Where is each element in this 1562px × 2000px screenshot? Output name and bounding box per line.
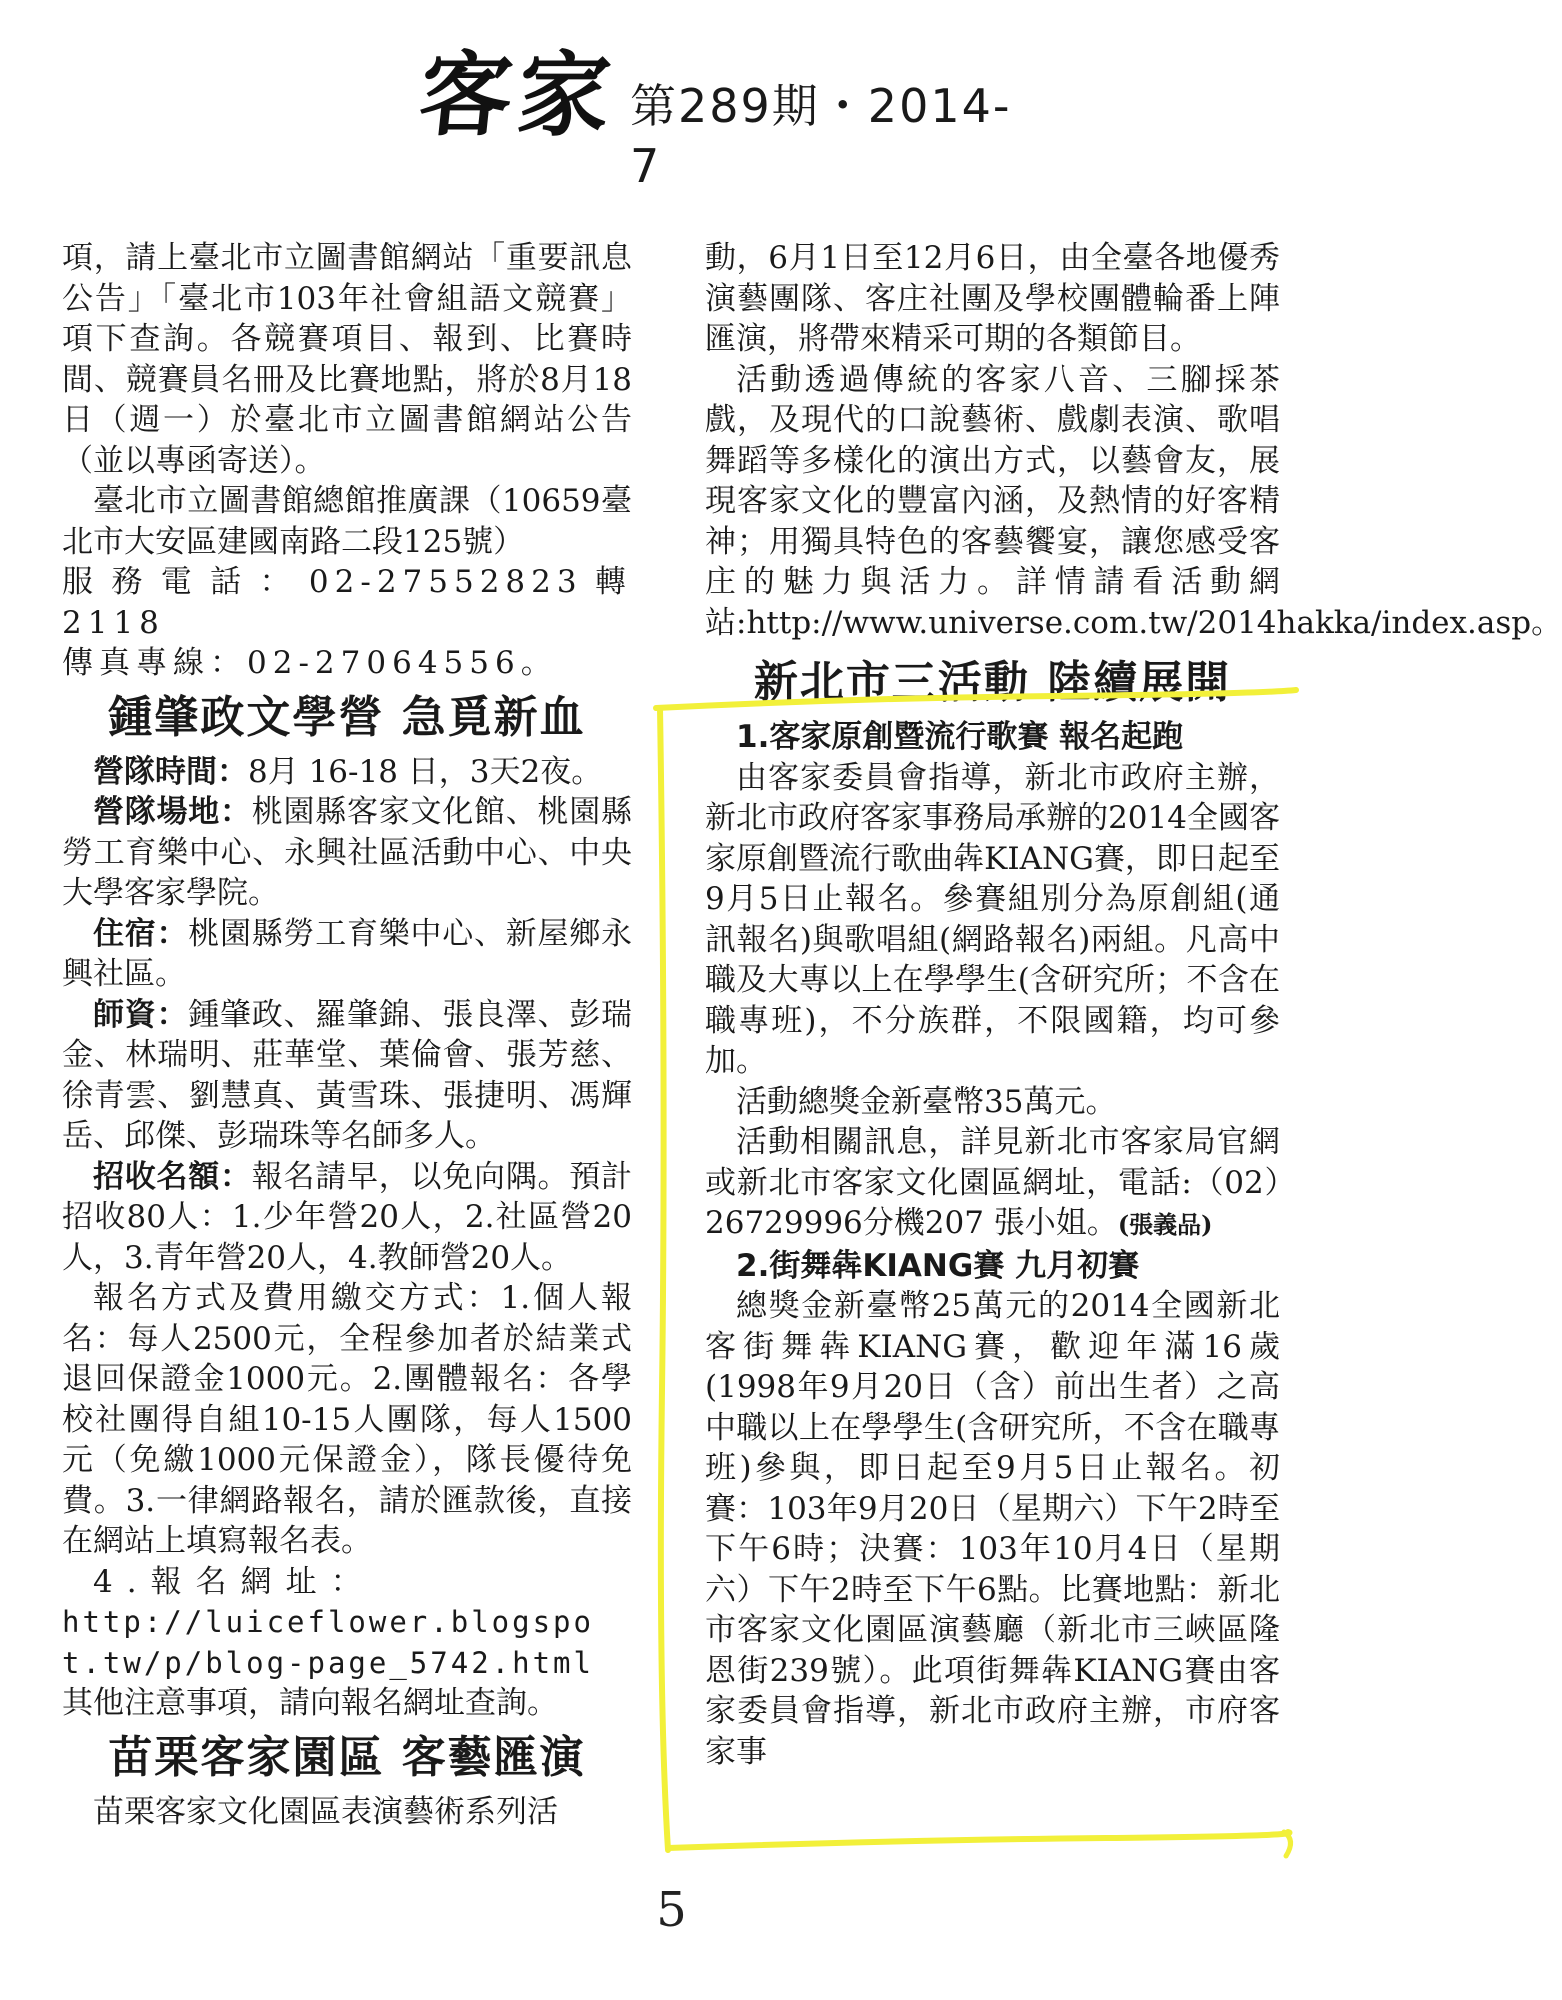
right-column <box>705 238 1562 1772</box>
paragraph: 苗栗客家文化園區表演藝術系列活 <box>93 1793 558 1830</box>
value: 桃園縣客家文化館、桃園縣勞工育樂中心、永興社區活動中心、中央大學客家學院。 <box>62 794 632 911</box>
highlight-right-tick <box>1284 1832 1291 1856</box>
issue-label: 第289期・2014-7 <box>630 79 1012 193</box>
paragraph <box>705 1122 1280 1246</box>
value: 桃園縣勞工育樂中心、新屋鄉永興社區。 <box>62 915 632 992</box>
author-credit: (張義品) <box>1117 1210 1213 1239</box>
paragraph: 總獎金新臺幣25萬元的2014全國新北客街舞犇KIANG賽，歡迎年滿16歲(1998年9月20日（含）前出生者）之高中職以上在學學生(含研究所，不含在職專班)參與，即日起至9月5日止報名。初賽：103年9月20日（星期六）下午2時至下午6時；決賽：103年10月4日（星期六）下午2時至下午6點。比賽地點：新北市客家文化園區演藝廳（新北市三峽區隆恩街239號）。此項街舞犇KIANG賽由客家委員會指導，新北市政府主辦，市府客家事 <box>705 1288 1280 1770</box>
label: 營隊場地： <box>93 794 252 830</box>
label: 招收名額： <box>93 1158 252 1195</box>
masthead <box>400 40 1020 193</box>
masthead-title: 客家 <box>414 41 622 149</box>
value: 報名請早，以免向隅。預計招收80人：1.少年營20人，2.社區營20人，3.青年營20人，4.教師營20人。 <box>62 1158 632 1276</box>
site-label: 4.報名網址： <box>93 1563 376 1600</box>
paragraph: 由客家委員會指導，新北市政府主辦，新北市政府客家事務局承辦的2014全國客家原創暨流行歌曲犇KIANG賽，即日起至9月5日止報名。參賽組別分為原創組(通訊報名)與歌唱組(網路報名)兩組。凡高中職及大專以上在學學生(含研究所；不含在職專班)，不分族群，不限國籍，均可參加。 <box>705 759 1280 1079</box>
camp-venue <box>62 792 632 914</box>
highlight-left <box>660 708 668 1850</box>
paragraph: 其他注意事項，請向報名網址查詢。 <box>62 1685 558 1721</box>
subheading-song-contest: 1.客家原創暨流行歌賽 報名起跑 <box>736 719 1184 755</box>
page-number: 5 <box>656 1882 687 1938</box>
value: 8月 16-18 日，3天2夜。 <box>248 753 603 790</box>
value: 鍾肇政、羅肇錦、張良澤、彭瑞金、林瑞明、莊華堂、葉倫會、張芳慈、徐青雲、劉慧真、黃雪珠、張捷明、馮輝岳、邱傑、彭瑞珠等名師多人。 <box>62 996 632 1154</box>
paragraph: 活動透過傳統的客家八音、三腳採茶戲，及現代的口說藝術、戲劇表演、歌唱舞蹈等多樣化的演出方式，以藝會友，展現客家文化的豐富內涵，及熱情的好客精神；用獨具特色的客藝饗宴，讓您感受客庄的魅力與活力。詳情請看活動網站:http://www.universe.com.tw/2014hakka/index.asp。 <box>705 361 1562 641</box>
camp-time <box>62 752 632 793</box>
paragraph: 項，請上臺北市立圖書館網站「重要訊息公告」「臺北市103年社會組語文競賽」項下查詢。各競賽項目、報到、比賽時間、競賽員名冊及比賽地點，將於8月18日（週一）於臺北市立圖書館網站公告（並以專函寄送）。 <box>62 240 632 479</box>
paragraph: 臺北市立圖書館總館推廣課（10659臺北市大安區建國南路二段125號） <box>62 483 632 560</box>
headline-camp: 鍾肇政文學營 急覓新血 <box>108 691 586 743</box>
fax-line: 傳真專線：02-27064556。 <box>62 645 558 681</box>
highlight-bottom <box>668 1832 1289 1848</box>
camp-teachers <box>62 995 632 1157</box>
subheading-street-dance: 2.街舞犇KIANG賽 九月初賽 <box>736 1247 1140 1284</box>
label: 住宿： <box>93 915 189 952</box>
camp-quota <box>62 1157 632 1279</box>
paragraph: 動，6月1日至12月6日，由全臺各地優秀演藝團隊、客庄社團及學校團體輪番上陣匯演，將帶來精采可期的各類節目。 <box>705 240 1280 357</box>
phone-line: 服務電話：02-27552823轉2118 <box>62 564 632 641</box>
headline-miaoli: 苗栗客家園區 客藝匯演 <box>108 1731 586 1783</box>
label: 師資： <box>93 996 189 1033</box>
left-column <box>62 238 632 1832</box>
camp-fee: 報名方式及費用繳交方式：1.個人報名：每人2500元，全程參加者於結業式退回保證金1000元。2.團體報名：各學校社團得自組10-15人團隊，每人1500元（免繳1000元保證金），隊長優待免費。3.一律網路報名，請於匯款後，直接在網站上填寫報名表。 <box>62 1280 632 1559</box>
camp-lodging <box>62 914 632 995</box>
site-url[interactable]: http://luiceflower.blogspot.tw/p/blog-page_5742.html <box>62 1605 594 1680</box>
contact-text: 活動相關訊息，詳見新北市客家局官網或新北市客家文化園區網址，電話:（02）26729996分機207 張小姐。 <box>705 1124 1280 1241</box>
headline-newtaipei: 新北市三活動 陸續展開 <box>753 657 1232 708</box>
paragraph: 活動總獎金新臺幣35萬元。 <box>736 1083 1117 1120</box>
label: 營隊時間： <box>93 753 248 790</box>
